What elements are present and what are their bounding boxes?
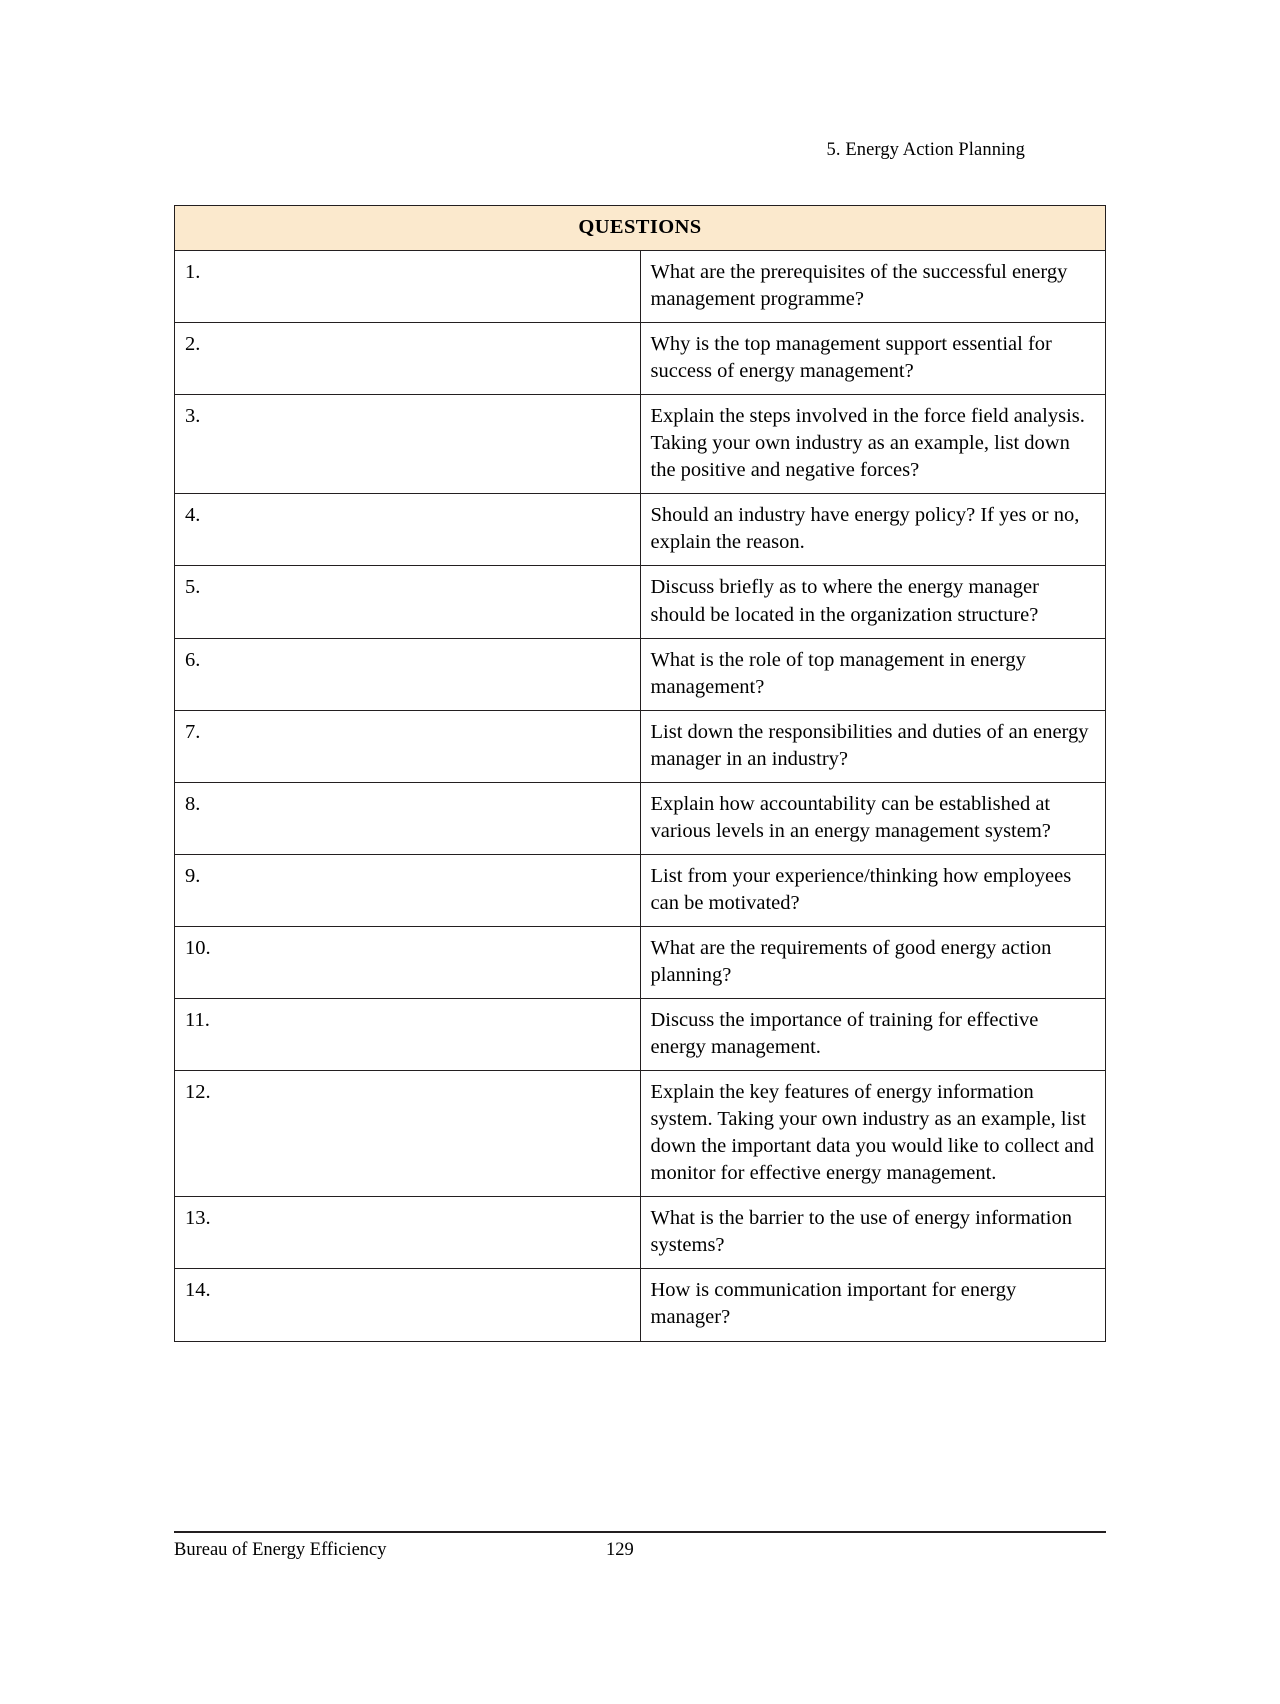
table-row	[175, 638, 1106, 710]
question-text: What is the barrier to the use of energy information systems?	[640, 1197, 1106, 1269]
table-row	[175, 494, 1106, 566]
question-number: 2.	[175, 323, 641, 395]
question-number: 5.	[175, 566, 641, 638]
question-text: Discuss the importance of training for effective energy management.	[640, 999, 1106, 1071]
table-row	[175, 395, 1106, 494]
questions-body	[175, 251, 1106, 1341]
question-text: Discuss briefly as to where the energy manager should be located in the organization structure?	[640, 566, 1106, 638]
table-row	[175, 999, 1106, 1071]
question-text: Should an industry have energy policy? If yes or no, explain the reason.	[640, 494, 1106, 566]
question-number: 1.	[175, 251, 641, 323]
question-number: 7.	[175, 710, 641, 782]
footer-page-number: 129	[606, 1540, 634, 1560]
table-row	[175, 251, 1106, 323]
table-row	[175, 710, 1106, 782]
question-text: What is the role of top management in energy management?	[640, 638, 1106, 710]
question-number: 6.	[175, 638, 641, 710]
table-row	[175, 782, 1106, 854]
table-row	[175, 1197, 1106, 1269]
table-row	[175, 1071, 1106, 1197]
table-row	[175, 854, 1106, 926]
question-number: 11.	[175, 999, 641, 1071]
question-text: What are the requirements of good energy action planning?	[640, 926, 1106, 998]
question-text: Explain the steps involved in the force field analysis. Taking your own industry as an example, list down the positive and negative forces?	[640, 395, 1106, 494]
question-number: 8.	[175, 782, 641, 854]
question-number: 14.	[175, 1269, 641, 1341]
question-number: 13.	[175, 1197, 641, 1269]
question-text: Explain how accountability can be established at various levels in an energy management system?	[640, 782, 1106, 854]
questions-table	[174, 205, 1106, 1342]
question-text: What are the prerequisites of the successful energy management programme?	[640, 251, 1106, 323]
question-text: Why is the top management support essential for success of energy management?	[640, 323, 1106, 395]
footer-organization: Bureau of Energy Efficiency	[174, 1540, 387, 1560]
table-row	[175, 323, 1106, 395]
question-number: 3.	[175, 395, 641, 494]
table-title: QUESTIONS	[175, 206, 1106, 251]
question-number: 9.	[175, 854, 641, 926]
question-number: 12.	[175, 1071, 641, 1197]
table-row	[175, 566, 1106, 638]
table-row	[175, 926, 1106, 998]
running-header: 5. Energy Action Planning	[826, 140, 1025, 160]
table-header-row	[175, 206, 1106, 251]
question-text: Explain the key features of energy information system. Taking your own industry as an example, list down the important data you would like to collect and monitor for effective energy management.	[640, 1071, 1106, 1197]
question-text: List down the responsibilities and duties of an energy manager in an industry?	[640, 710, 1106, 782]
table-row	[175, 1269, 1106, 1341]
footer-divider	[174, 1531, 1106, 1533]
question-number: 4.	[175, 494, 641, 566]
question-text: List from your experience/thinking how employees can be motivated?	[640, 854, 1106, 926]
question-text: How is communication important for energy manager?	[640, 1269, 1106, 1341]
question-number: 10.	[175, 926, 641, 998]
